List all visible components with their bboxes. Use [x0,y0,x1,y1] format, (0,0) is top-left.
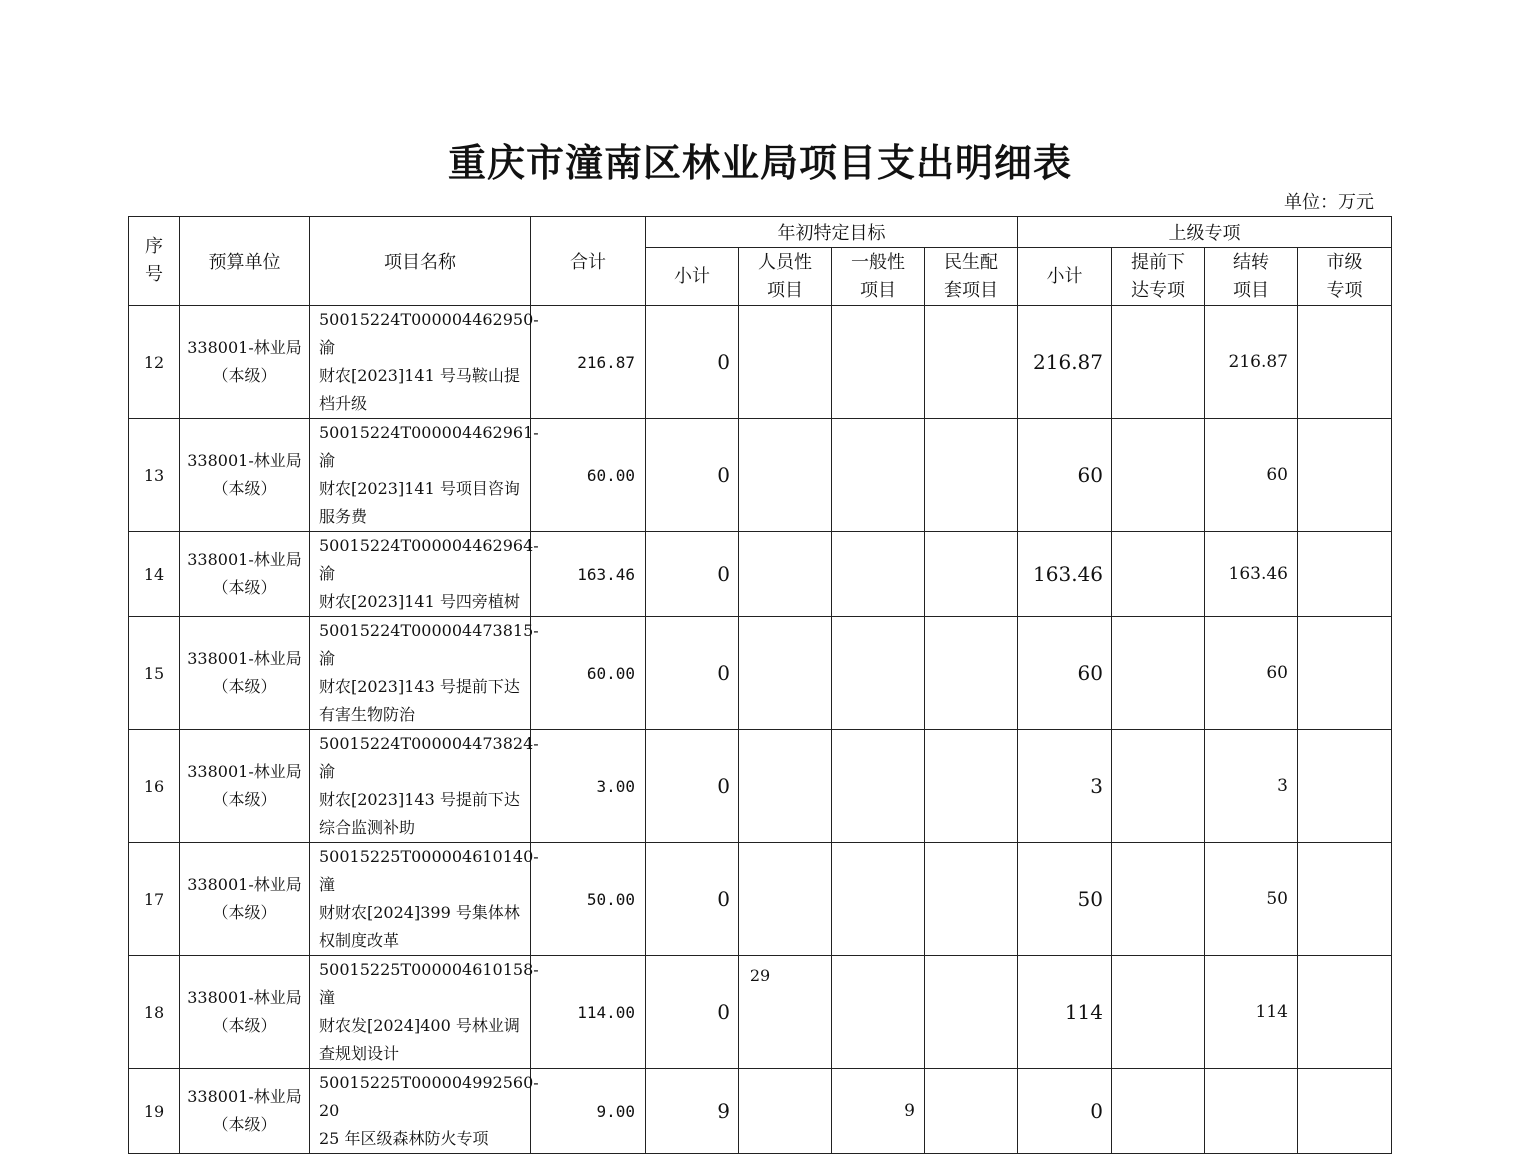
table-row [129,730,1392,843]
total-cell: 114.00 [531,956,646,1069]
general-cell [832,419,925,532]
city-cell [1298,617,1392,730]
header-seq: 序 号 [129,217,180,306]
initial-subtotal-cell: 0 [646,730,739,843]
initial-subtotal-cell: 0 [646,532,739,617]
budget-unit-cell: 338001-林业局 （本级） [180,730,310,843]
personnel-cell [739,1069,832,1154]
initial-subtotal-cell: 0 [646,419,739,532]
advance-cell [1112,532,1205,617]
general-cell [832,730,925,843]
project-name-cell: 50015225T000004610158-潼 财农发[2024]400 号林业调 查规划设计 [310,956,531,1069]
project-expenditure-table [128,216,1392,1154]
city-cell [1298,532,1392,617]
project-name-cell: 50015224T000004462964-渝 财农[2023]141 号四旁植树 [310,532,531,617]
initial-subtotal-cell: 0 [646,617,739,730]
header-personnel: 人员性 项目 [739,248,832,306]
initial-subtotal-cell: 0 [646,843,739,956]
personnel-cell [739,419,832,532]
livelihood-cell [925,306,1018,419]
seq-cell: 12 [129,306,180,419]
total-cell: 50.00 [531,843,646,956]
livelihood-cell [925,617,1018,730]
advance-cell [1112,843,1205,956]
initial-subtotal-cell: 0 [646,956,739,1069]
superior-subtotal-cell: 3 [1018,730,1112,843]
seq-cell: 14 [129,532,180,617]
livelihood-cell [925,843,1018,956]
carryover-cell: 60 [1205,617,1298,730]
superior-subtotal-cell: 60 [1018,419,1112,532]
carryover-cell [1205,1069,1298,1154]
budget-unit-cell: 338001-林业局 （本级） [180,617,310,730]
total-cell: 60.00 [531,419,646,532]
livelihood-cell [925,419,1018,532]
seq-cell: 16 [129,730,180,843]
initial-subtotal-cell: 0 [646,306,739,419]
personnel-cell [739,730,832,843]
project-name-cell: 50015224T000004473815-渝 财农[2023]143 号提前下达 有害生物防治 [310,617,531,730]
carryover-cell: 3 [1205,730,1298,843]
total-cell: 163.46 [531,532,646,617]
project-name-cell: 50015225T000004610140-潼 财财农[2024]399 号集体林 权制度改革 [310,843,531,956]
budget-unit-cell: 338001-林业局 （本级） [180,1069,310,1154]
total-cell: 9.00 [531,1069,646,1154]
table-row [129,419,1392,532]
table-row [129,306,1392,419]
header-project-name: 项目名称 [310,217,531,306]
livelihood-cell [925,1069,1018,1154]
carryover-cell: 50 [1205,843,1298,956]
table-row [129,617,1392,730]
table-row [129,532,1392,617]
superior-subtotal-cell: 163.46 [1018,532,1112,617]
superior-subtotal-cell: 60 [1018,617,1112,730]
page-number: 29 [749,966,771,985]
city-cell [1298,419,1392,532]
personnel-cell [739,843,832,956]
advance-cell [1112,730,1205,843]
general-cell [832,532,925,617]
header-carryover: 结转 项目 [1205,248,1298,306]
header-group-initial: 年初特定目标 [646,217,1018,248]
superior-subtotal-cell: 50 [1018,843,1112,956]
header-livelihood: 民生配 套项目 [925,248,1018,306]
project-name-cell: 50015224T000004462961-渝 财农[2023]141 号项目咨询 服务费 [310,419,531,532]
general-cell: 9 [832,1069,925,1154]
livelihood-cell [925,532,1018,617]
project-name-cell: 50015224T000004462950-渝 财农[2023]141 号马鞍山提 档升级 [310,306,531,419]
personnel-cell [739,306,832,419]
city-cell [1298,1069,1392,1154]
carryover-cell: 60 [1205,419,1298,532]
advance-cell [1112,419,1205,532]
carryover-cell: 114 [1205,956,1298,1069]
unit-label: 单位：万元 [1284,192,1374,213]
seq-cell: 17 [129,843,180,956]
header-total: 合计 [531,217,646,306]
header-group-superior: 上级专项 [1018,217,1392,248]
city-cell [1298,730,1392,843]
seq-cell: 19 [129,1069,180,1154]
budget-unit-cell: 338001-林业局 （本级） [180,306,310,419]
carryover-cell: 163.46 [1205,532,1298,617]
total-cell: 216.87 [531,306,646,419]
general-cell [832,617,925,730]
header-city: 市级 专项 [1298,248,1392,306]
page-title: 重庆市潼南区林业局项目支出明细表 [447,140,1072,185]
table-row [129,843,1392,956]
header-init-subtotal: 小计 [646,248,739,306]
header-budget-unit: 预算单位 [180,217,310,306]
seq-cell: 15 [129,617,180,730]
livelihood-cell [925,730,1018,843]
carryover-cell: 216.87 [1205,306,1298,419]
project-name-cell: 50015225T000004992560-20 25 年区级森林防火专项 [310,1069,531,1154]
header-general: 一般性 项目 [832,248,925,306]
seq-cell: 18 [129,956,180,1069]
advance-cell [1112,617,1205,730]
budget-unit-cell: 338001-林业局 （本级） [180,419,310,532]
city-cell [1298,843,1392,956]
project-name-cell: 50015224T000004473824-渝 财农[2023]143 号提前下达 综合监测补助 [310,730,531,843]
advance-cell [1112,306,1205,419]
total-cell: 3.00 [531,730,646,843]
total-cell: 60.00 [531,617,646,730]
header-sup-subtotal: 小计 [1018,248,1112,306]
budget-unit-cell: 338001-林业局 （本级） [180,532,310,617]
personnel-cell [739,532,832,617]
personnel-cell [739,617,832,730]
superior-subtotal-cell: 114 [1018,956,1112,1069]
general-cell [832,843,925,956]
seq-cell: 13 [129,419,180,532]
initial-subtotal-cell: 9 [646,1069,739,1154]
superior-subtotal-cell: 216.87 [1018,306,1112,419]
city-cell [1298,306,1392,419]
table-row [129,1069,1392,1154]
superior-subtotal-cell: 0 [1018,1069,1112,1154]
budget-unit-cell: 338001-林业局 （本级） [180,956,310,1069]
general-cell [832,306,925,419]
header-advance: 提前下 达专项 [1112,248,1205,306]
advance-cell [1112,1069,1205,1154]
budget-unit-cell: 338001-林业局 （本级） [180,843,310,956]
